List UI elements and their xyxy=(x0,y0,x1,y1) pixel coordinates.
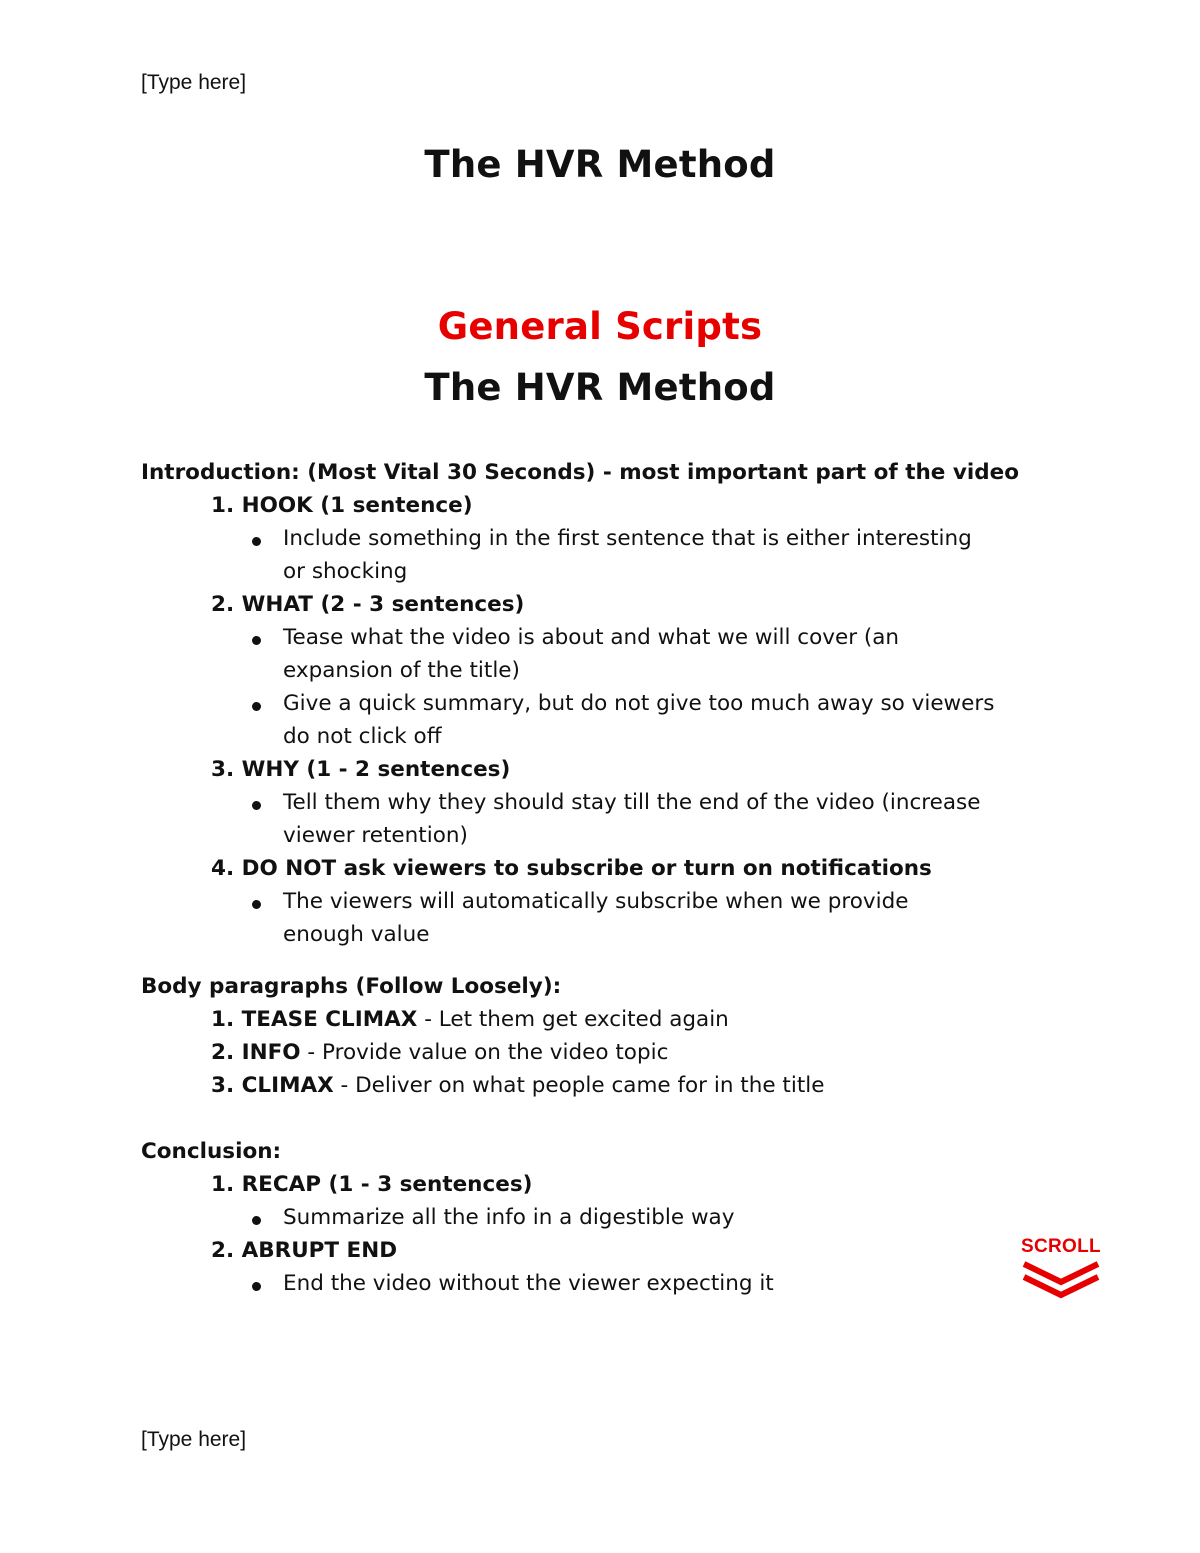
list-item-label: 3. CLIMAX xyxy=(211,1073,334,1098)
list-item-label: 4. DO NOT ask viewers to subscribe or turn on notifications xyxy=(211,856,932,881)
section-title-general-scripts: General Scripts xyxy=(437,305,763,348)
scroll-label: SCROLL xyxy=(1021,1236,1101,1257)
bullet-item xyxy=(141,687,1073,753)
bullet-line: enough value xyxy=(283,922,430,947)
list-item-what xyxy=(141,588,1071,621)
list-item-label: 2. WHAT (2 - 3 sentences) xyxy=(211,592,525,617)
list-item-label: 2. ABRUPT END xyxy=(211,1238,398,1263)
bullet-line: Tell them why they should stay till the end of the video (increase xyxy=(283,790,981,815)
bullet-item xyxy=(141,1267,1073,1300)
list-item-hook xyxy=(141,489,1071,522)
list-item-desc: - Provide value on the video topic xyxy=(300,1040,669,1065)
bullet-line: Give a quick summary, but do not give too much away so viewers xyxy=(283,691,995,716)
bullet-line: The viewers will automatically subscribe when we provide xyxy=(283,889,909,914)
page-footer: [Type here] xyxy=(141,1428,247,1451)
bullet-item xyxy=(141,522,1073,588)
bullet-dot-icon xyxy=(252,636,261,645)
document-title: The HVR Method xyxy=(424,143,776,186)
bullet-dot-icon xyxy=(252,537,261,546)
page-header: [Type here] xyxy=(141,71,247,94)
list-item-label: 3. WHY (1 - 2 sentences) xyxy=(211,757,511,782)
bullet-line: Include something in the first sentence that is either interesting xyxy=(283,526,972,551)
list-item-recap xyxy=(141,1168,1071,1201)
bullet-line: End the video without the viewer expecting it xyxy=(283,1271,774,1296)
bullet-dot-icon xyxy=(252,1216,261,1225)
list-item-why xyxy=(141,753,1071,786)
bullet-item xyxy=(141,621,1073,687)
bullet-dot-icon xyxy=(252,900,261,909)
list-item-label: 2. INFO xyxy=(211,1040,301,1065)
body-paragraphs-heading: Body paragraphs (Follow Loosely): xyxy=(141,974,562,999)
double-chevron-down-icon xyxy=(1020,1260,1102,1300)
conclusion-heading: Conclusion: xyxy=(141,1139,282,1164)
bullet-line: Summarize all the info in a digestible way xyxy=(283,1205,735,1230)
list-item-abrupt-end xyxy=(141,1234,1071,1267)
document-body xyxy=(141,456,1071,1300)
list-item-tease-climax xyxy=(141,1003,1071,1036)
list-item-desc: - Let them get excited again xyxy=(417,1007,729,1032)
list-item-label: 1. HOOK (1 sentence) xyxy=(211,493,473,518)
bullet-dot-icon xyxy=(252,801,261,810)
bullet-line: Tease what the video is about and what we will cover (an xyxy=(283,625,900,650)
bullet-item xyxy=(141,786,1073,852)
bullet-line: viewer retention) xyxy=(283,823,468,848)
list-item-info xyxy=(141,1036,1071,1069)
bullet-dot-icon xyxy=(252,1282,261,1291)
list-item-label: 1. TEASE CLIMAX xyxy=(211,1007,418,1032)
section-subtitle-hvr-method: The HVR Method xyxy=(424,366,776,409)
bullet-line: or shocking xyxy=(283,559,408,584)
bullet-dot-icon xyxy=(252,702,261,711)
introduction-heading: Introduction: (Most Vital 30 Seconds) - most important part of the video xyxy=(141,460,1020,485)
list-item-desc: - Deliver on what people came for in the title xyxy=(333,1073,825,1098)
scroll-badge[interactable] xyxy=(1018,1236,1104,1302)
list-item-climax xyxy=(141,1069,1071,1102)
bullet-line: do not click off xyxy=(283,724,442,749)
bullet-item xyxy=(141,885,1073,951)
bullet-item xyxy=(141,1201,1073,1234)
list-item-do-not xyxy=(141,852,1071,885)
bullet-line: expansion of the title) xyxy=(283,658,520,683)
list-item-label: 1. RECAP (1 - 3 sentences) xyxy=(211,1172,533,1197)
